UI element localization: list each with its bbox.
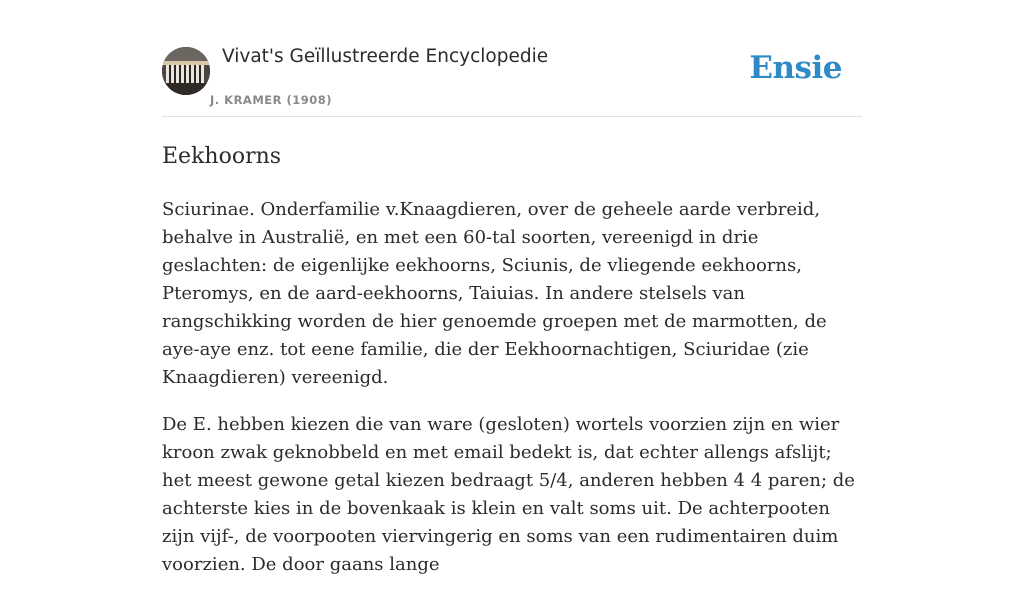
book-header — [162, 0, 862, 117]
entry-body — [162, 196, 862, 579]
entry-paragraph: De E. hebben kiezen die van ware (gesloten) wortels voorzien zijn en wier kroon zwak geknobbeld en met email bedekt is, dat echter allengs afslijt; het meest gewone getal kiezen bedraagt 5/4, anderen hebben 4 4 paren; de achterste kies in de bovenkaak is klein en valt soms uit. De achterpooten zijn vijf-, de voorpooten viervingerig en soms van een rudimentairen duim voorzien. De door gaans lange — [162, 414, 855, 575]
ensie-logo[interactable]: Ensie — [749, 50, 842, 86]
book-title[interactable]: Vivat's Geïllustreerde Encyclopedie — [222, 46, 549, 67]
book-avatar[interactable] — [162, 47, 210, 95]
bookshelf-icon — [162, 47, 210, 95]
entry-paragraph: Sciurinae. Onderfamilie v.Knaagdieren, over de geheele aarde verbreid, behalve in Australië, en met een 60-tal soorten, vereenigd in drie geslachten: de eigenlijke eekhoorns, Sciunis, de vliegende eekhoorns, Pteromys, en de aard-eekhoorns, Taiuias. In andere stelsels van rangschikking worden de hier genoemde groepen met de marmotten, de aye-aye enz. tot eene familie, die der Eekhoornachtigen, Sciuridae (zie Knaagdieren) vereenigd. — [162, 199, 827, 388]
entry-title: Eekhoorns — [162, 144, 282, 169]
book-author[interactable]: J. KRAMER (1908) — [210, 93, 332, 107]
page — [162, 0, 862, 598]
